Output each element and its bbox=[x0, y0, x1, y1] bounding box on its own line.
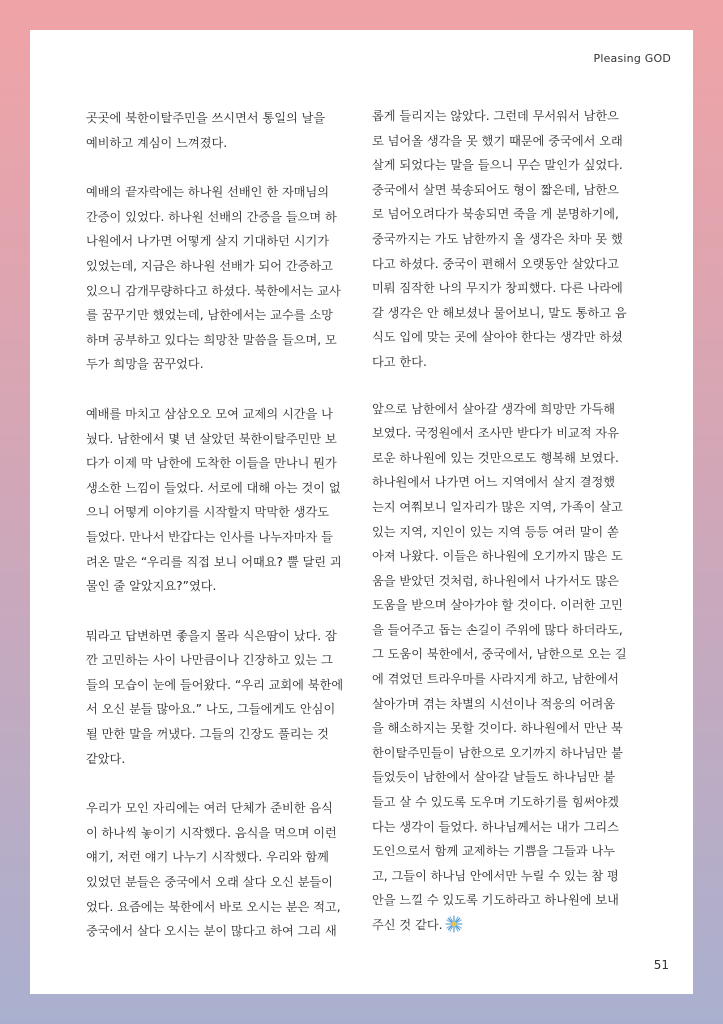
paragraph: 예배의 끝자락에는 하나원 선배인 한 자매님의 간증이 있었다. 하나원 선배의 간증을 들으며 하 나원에서 나가면 어떻게 살지 기대하던 시기가 있었는데, 지금은 하나원 선배가 되어 간증하고 있으니 감개무량하다고 하셨다. 북한에서는 교사 를 꿈꾸기만 했었는데, 남한에서는 교수를 소망 하며 공부하고 있다는 희망찬 말씀을 들으며, 모 두가 희망을 꿈꾸었다. bbox=[86, 185, 341, 372]
paragraph: 우리가 모인 자리에는 여러 단체가 준비한 음식 이 하나씩 놓이기 시작했다. 음식을 먹으며 이런 얘기, 저런 얘기 나누기 시작했다. 우리와 함께 있었던 분들은 중국에서 오래 살다 오신 분들이 었다. 요즘에는 북한에서 바로 오시는 분은 적고, 중국에서 살다 오시는 분이 많다고 하여 그리 새 bbox=[86, 801, 341, 939]
page bbox=[30, 30, 693, 994]
left-column bbox=[86, 106, 348, 969]
paragraph: 뭐라고 답변하면 좋을지 몰라 식은땀이 났다. 잠 깐 고민하는 사이 나만큼이나 긴장하고 있는 그 들의 모습이 눈에 들어왔다. “우리 교회에 북한에 서 오신 분들 많아요.” 나도, 그들에게도 안심이 될 만한 말을 꺼냈다. 그들의 긴장도 풀리는 것 같았다. bbox=[86, 628, 344, 766]
flower-icon bbox=[445, 915, 463, 933]
paragraph-last bbox=[372, 397, 634, 938]
paragraph: 예배를 마치고 삼삼오오 모여 교제의 시간을 나 눴다. 남한에서 몇 년 살았던 북한이탈주민만 보 다가 이제 막 남한에 도착한 이들을 만나니 뭔가 생소한 느낌이 들었다. 서로에 대해 아는 것이 없 으니 어떻게 이야기를 시작할지 막막한 생각도 들었다. 만나서 반갑다는 인사를 나누자마자 들 려온 말은 “우리를 직접 보니 어때요? 뿔 달린 괴 물인 줄 알았지요?”였다. bbox=[86, 406, 342, 594]
paragraph-text: 앞으로 남한에서 살아갈 생각에 희망만 가득해 보였다. 국정원에서 조사만 받다가 비교적 자유 로운 하나원에 있는 것만으로도 행복해 보였다. 하나원에서 나가면 어느 지역에서 살지 결정했 는지 여쭤보니 일자리가 많은 지역, 가족이 살고 있는 지역, 지인이 있는 지역 등등 여러 말이 쏟 아져 나왔다. 이들은 하나원에 오기까지 많은 도 움을 받았던 것처럼, 하나원에서 나가서도 많은 도움을 받으며 살아가야 할 것이다. 이러한 고민 을 들어주고 돕는 손길이 주위에 많다 하더라도, 그 도움이 북한에서, 중국에서, 남한으로 오는 길 에 겪었던 트라우마를 사라지게 하고, 남한에서 살아가며 겪는 차별의 시선이나 적응의 어려움 을 해소하지는 못할 것이다. 하나원에서 만난 북 한이탈주민들이 남한으로 오기까지 하나님만 붙 들었듯이 남한에서 살아갈 날들도 하나님만 붙 들고 살 수 있도록 도우며 기도하기를 힘써야겠 다는 생각이 들었다. 하나님께서는 내가 그리스 도인으로서 함께 교제하는 기쁨을 그들과 나누 고, 그들이 하나님 안에서만 누릴 수 있는 참 평 안을 느낄 수 있도록 기도하라고 하나원에 보내 주신 것 같다. bbox=[372, 401, 627, 932]
paragraph: 롭게 들리지는 않았다. 그런데 무서워서 남한으 로 넘어올 생각을 못 했기 때문에 중국에서 오래 살게 되었다는 말을 들으니 무슨 말인가 싶었다. 중국에서 살면 북송되어도 형이 짧은데, 남한으 로 넘어오려다가 북송되면 죽을 게 분명하기에, 중국까지는 가도 남한까지 올 생각은 차마 못 했 다고 하셨다. 중국이 편해서 오랫동안 살았다고 미뤄 짐작한 나의 무지가 창피했다. 다른 나라에 갈 생각은 안 해보셨나 물어보니, 말도 통하고 음 식도 입에 맞는 곳에 살아야 한다는 생각만 하셨 다고 한다. bbox=[372, 109, 627, 369]
right-column bbox=[372, 104, 634, 960]
paragraph: 곳곳에 북한이탈주민을 쓰시면서 통일의 날을 예비하고 계심이 느껴졌다. bbox=[86, 111, 326, 150]
running-title: Pleasing GOD bbox=[593, 52, 671, 65]
page-number: 51 bbox=[653, 958, 669, 972]
